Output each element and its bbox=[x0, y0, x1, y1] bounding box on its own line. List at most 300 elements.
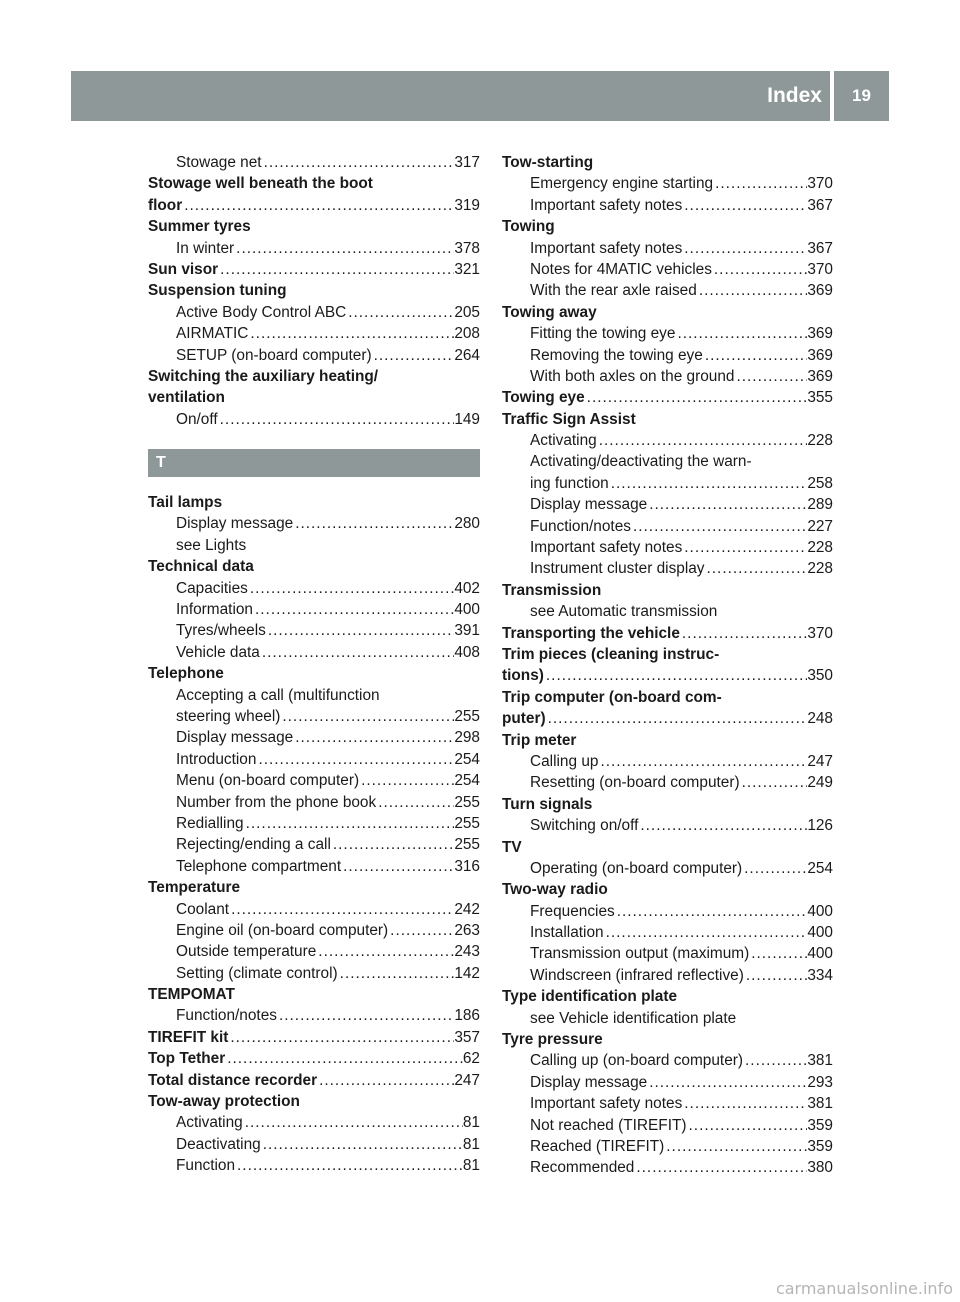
section-gap bbox=[148, 430, 480, 449]
dot-leader bbox=[317, 1070, 454, 1091]
index-entry bbox=[148, 556, 480, 577]
dot-leader bbox=[248, 323, 454, 344]
index-column-right bbox=[502, 152, 833, 1179]
section-header-t: T bbox=[148, 449, 480, 477]
entry-page: 242 bbox=[454, 900, 480, 918]
entry-text: Technical data bbox=[148, 558, 254, 576]
entry-text: Important safety notes bbox=[530, 539, 683, 557]
index-entry bbox=[502, 409, 833, 430]
index-entry bbox=[148, 216, 480, 237]
dot-leader bbox=[218, 409, 455, 430]
entry-text: Display message bbox=[530, 1073, 648, 1091]
dot-leader bbox=[740, 772, 808, 793]
left-top-entries bbox=[148, 152, 480, 430]
entry-page: 293 bbox=[807, 1073, 833, 1091]
entry-text: Deactivating bbox=[176, 1135, 261, 1153]
entry-page: 369 bbox=[807, 282, 833, 300]
index-entry bbox=[502, 216, 833, 237]
entry-page: 205 bbox=[454, 303, 480, 321]
index-entry bbox=[502, 772, 833, 793]
index-entry bbox=[148, 599, 480, 620]
entry-text: Total distance recorder bbox=[148, 1071, 318, 1089]
entry-page: 228 bbox=[807, 432, 833, 450]
dot-leader bbox=[734, 366, 807, 387]
index-entry bbox=[502, 601, 833, 622]
index-column-left bbox=[148, 152, 480, 1177]
dot-leader bbox=[316, 941, 454, 962]
page-header bbox=[71, 71, 889, 121]
entry-text: Display message bbox=[176, 729, 294, 747]
index-entry bbox=[502, 152, 833, 173]
dot-leader bbox=[631, 516, 807, 537]
entry-page: 186 bbox=[454, 1007, 480, 1025]
entry-page: 62 bbox=[462, 1050, 480, 1068]
entry-text: Frequencies bbox=[530, 902, 615, 920]
index-entry bbox=[148, 280, 480, 301]
entry-text: Trip meter bbox=[502, 731, 577, 749]
index-entry bbox=[148, 535, 480, 556]
index-entry bbox=[148, 1134, 480, 1155]
entry-text: Accepting a call (multifunction bbox=[176, 686, 380, 704]
entry-page: 254 bbox=[807, 859, 833, 877]
entry-text: Function/notes bbox=[530, 517, 631, 535]
index-entry bbox=[502, 815, 833, 836]
entry-page: 249 bbox=[807, 774, 833, 792]
entry-text: Resetting (on-board computer) bbox=[530, 774, 740, 792]
index-entry bbox=[148, 387, 480, 408]
entry-page: 357 bbox=[454, 1028, 480, 1046]
entry-text: Towing eye bbox=[502, 389, 585, 407]
dot-leader bbox=[248, 578, 454, 599]
entry-page: 355 bbox=[807, 389, 833, 407]
entry-page: 258 bbox=[807, 474, 833, 492]
entry-page: 255 bbox=[454, 814, 480, 832]
entry-page: 400 bbox=[454, 601, 480, 619]
dot-leader bbox=[235, 1155, 463, 1176]
dot-leader bbox=[597, 430, 808, 451]
entry-text: With both axles on the ground bbox=[530, 367, 735, 385]
entry-text: Active Body Control ABC bbox=[176, 303, 347, 321]
index-entry bbox=[502, 1050, 833, 1071]
entry-page: 247 bbox=[807, 752, 833, 770]
entry-text: Switching on/off bbox=[530, 817, 639, 835]
entry-page: 370 bbox=[807, 624, 833, 642]
entry-text: Temperature bbox=[148, 879, 241, 897]
entry-page: 381 bbox=[807, 1095, 833, 1113]
index-entry bbox=[502, 280, 833, 301]
entry-page: 81 bbox=[462, 1157, 480, 1175]
index-entry bbox=[502, 302, 833, 323]
entry-text: Redialling bbox=[176, 814, 244, 832]
index-entry bbox=[148, 492, 480, 513]
entry-text: Stowage net bbox=[176, 154, 262, 171]
entry-text: Calling up (on-board computer) bbox=[530, 1052, 744, 1070]
entry-text: Calling up bbox=[530, 752, 599, 770]
dot-leader bbox=[244, 813, 455, 834]
entry-text: Activating bbox=[176, 1114, 243, 1132]
dot-leader bbox=[703, 345, 807, 366]
dot-leader bbox=[262, 152, 455, 173]
index-entry bbox=[502, 922, 833, 943]
entry-page: 381 bbox=[807, 1052, 833, 1070]
index-entry bbox=[502, 451, 833, 472]
entry-text: Function/notes bbox=[176, 1007, 277, 1025]
entry-text: With the rear axle raised bbox=[530, 282, 697, 300]
dot-leader bbox=[697, 280, 808, 301]
entry-page: 254 bbox=[454, 772, 480, 790]
left-section-entries bbox=[148, 492, 480, 1177]
index-entry bbox=[148, 513, 480, 534]
index-entry bbox=[502, 195, 833, 216]
entry-page: 247 bbox=[454, 1071, 480, 1089]
entry-page: 243 bbox=[454, 943, 480, 961]
index-entry bbox=[148, 877, 480, 898]
entry-text: see Lights bbox=[176, 536, 247, 554]
dot-leader bbox=[546, 708, 808, 729]
index-entry bbox=[148, 963, 480, 984]
dot-leader bbox=[682, 1093, 807, 1114]
header-title: Index bbox=[767, 84, 822, 107]
dot-leader bbox=[253, 599, 454, 620]
index-entry bbox=[502, 558, 833, 579]
entry-text: Tyres/wheels bbox=[176, 622, 266, 640]
entry-text: Activating bbox=[530, 432, 597, 450]
entry-text: Sun visor bbox=[148, 260, 219, 278]
index-entry bbox=[502, 1093, 833, 1114]
entry-text: Menu (on-board computer) bbox=[176, 772, 360, 790]
entry-text: Transmission bbox=[502, 581, 602, 599]
entry-page: 378 bbox=[454, 239, 480, 257]
entry-text: TEMPOMAT bbox=[148, 986, 235, 1004]
index-entry bbox=[502, 238, 833, 259]
entry-text: Transporting the vehicle bbox=[502, 624, 680, 642]
entry-page: 254 bbox=[454, 750, 480, 768]
dot-leader bbox=[713, 173, 807, 194]
entry-page: 255 bbox=[454, 836, 480, 854]
index-entry bbox=[148, 345, 480, 366]
entry-page: 255 bbox=[454, 707, 480, 725]
entry-page: 289 bbox=[807, 496, 833, 514]
entry-text: In winter bbox=[176, 239, 235, 257]
entry-text: floor bbox=[148, 196, 183, 214]
index-entry bbox=[148, 1091, 480, 1112]
dot-leader bbox=[261, 1134, 463, 1155]
entry-text: see Automatic transmission bbox=[530, 603, 718, 621]
index-entry bbox=[502, 965, 833, 986]
entry-text: Towing away bbox=[502, 303, 597, 321]
dot-leader bbox=[256, 749, 454, 770]
index-entry bbox=[502, 580, 833, 601]
entry-text: Top Tether bbox=[148, 1050, 226, 1068]
dot-leader bbox=[182, 195, 454, 216]
dot-leader bbox=[376, 792, 454, 813]
index-entry bbox=[148, 856, 480, 877]
index-entry bbox=[148, 409, 480, 430]
entry-page: 263 bbox=[454, 921, 480, 939]
index-entry bbox=[148, 792, 480, 813]
index-entry bbox=[148, 1005, 480, 1026]
entry-text: Telephone compartment bbox=[176, 857, 342, 875]
index-entry bbox=[502, 173, 833, 194]
dot-leader bbox=[225, 1048, 463, 1069]
index-entry bbox=[148, 727, 480, 748]
entry-text: steering wheel) bbox=[176, 707, 281, 725]
dot-leader bbox=[712, 259, 807, 280]
index-entry bbox=[148, 620, 480, 641]
index-entry bbox=[148, 173, 480, 194]
index-entry bbox=[502, 1136, 833, 1157]
entry-page: 350 bbox=[807, 667, 833, 685]
entry-text: Coolant bbox=[176, 900, 230, 918]
entry-text: Notes for 4MATIC vehicles bbox=[530, 260, 712, 278]
entry-text: AIRMATIC bbox=[176, 325, 249, 343]
entry-text: Capacities bbox=[176, 579, 248, 597]
entry-text: Type identification plate bbox=[502, 988, 678, 1006]
dot-leader bbox=[544, 665, 807, 686]
entry-text: Removing the towing eye bbox=[530, 346, 703, 364]
dot-leader bbox=[341, 856, 454, 877]
index-entry bbox=[148, 1070, 480, 1091]
entry-text: On/off bbox=[176, 410, 218, 428]
entry-text: Trip computer (on-board com- bbox=[502, 688, 722, 706]
dot-leader bbox=[682, 238, 807, 259]
entry-page: 319 bbox=[454, 196, 480, 214]
dot-leader bbox=[744, 965, 807, 986]
index-entry bbox=[502, 537, 833, 558]
dot-leader bbox=[682, 195, 807, 216]
index-entry bbox=[502, 901, 833, 922]
dot-leader bbox=[682, 537, 807, 558]
entry-text: Not reached (TIREFIT) bbox=[530, 1116, 687, 1134]
dot-leader bbox=[675, 323, 807, 344]
entry-page: 391 bbox=[454, 622, 480, 640]
dot-leader bbox=[243, 1112, 463, 1133]
index-entry bbox=[502, 473, 833, 494]
index-entry bbox=[148, 152, 480, 173]
entry-text: Suspension tuning bbox=[148, 282, 287, 300]
entry-page: 264 bbox=[454, 346, 480, 364]
entry-text: Trim pieces (cleaning instruc- bbox=[502, 645, 720, 663]
dot-leader bbox=[372, 345, 455, 366]
entry-page: 408 bbox=[454, 643, 480, 661]
index-entry bbox=[502, 1008, 833, 1029]
entry-page: 402 bbox=[454, 579, 480, 597]
dot-leader bbox=[234, 238, 454, 259]
entry-text: Outside temperature bbox=[176, 943, 317, 961]
entry-text: ventilation bbox=[148, 389, 225, 407]
index-entry bbox=[502, 1157, 833, 1178]
entry-text: Important safety notes bbox=[530, 239, 683, 257]
index-entry bbox=[502, 323, 833, 344]
index-entry bbox=[502, 345, 833, 366]
index-entry bbox=[502, 879, 833, 900]
entry-page: 228 bbox=[807, 560, 833, 578]
index-entry bbox=[502, 986, 833, 1007]
entry-text: Transmission output (maximum) bbox=[530, 945, 750, 963]
dot-leader bbox=[749, 943, 807, 964]
entry-text: Stowage well beneath the boot bbox=[148, 175, 373, 193]
entry-text: Tyre pressure bbox=[502, 1031, 603, 1049]
dot-leader bbox=[260, 642, 454, 663]
index-entry bbox=[502, 1115, 833, 1136]
watermark: carmanualsonline.info bbox=[775, 1279, 953, 1298]
entry-page: 380 bbox=[807, 1159, 833, 1177]
dot-leader bbox=[604, 922, 808, 943]
index-entry bbox=[148, 749, 480, 770]
entry-text: TIREFIT kit bbox=[148, 1028, 229, 1046]
index-entry bbox=[502, 837, 833, 858]
entry-page: 228 bbox=[807, 539, 833, 557]
index-entry bbox=[148, 323, 480, 344]
entry-page: 400 bbox=[807, 924, 833, 942]
entry-text: Introduction bbox=[176, 750, 257, 768]
dot-leader bbox=[638, 815, 807, 836]
entry-page: 367 bbox=[807, 196, 833, 214]
index-entry bbox=[148, 920, 480, 941]
index-entry bbox=[502, 730, 833, 751]
index-entry bbox=[148, 770, 480, 791]
dot-leader bbox=[338, 963, 455, 984]
entry-text: Fitting the towing eye bbox=[530, 325, 676, 343]
index-entry bbox=[502, 387, 833, 408]
entry-text: Traffic Sign Assist bbox=[502, 410, 636, 428]
index-entry bbox=[148, 642, 480, 663]
index-entry bbox=[148, 984, 480, 1005]
dot-leader bbox=[680, 623, 807, 644]
entry-text: Summer tyres bbox=[148, 218, 251, 236]
entry-page: 321 bbox=[454, 260, 480, 278]
index-entry bbox=[148, 1155, 480, 1176]
entry-page: 359 bbox=[807, 1137, 833, 1155]
index-entry bbox=[148, 259, 480, 280]
index-entry bbox=[502, 687, 833, 708]
index-entry bbox=[148, 941, 480, 962]
entry-page: 334 bbox=[807, 966, 833, 984]
index-entry bbox=[502, 708, 833, 729]
entry-text: Function bbox=[176, 1157, 236, 1175]
dot-leader bbox=[218, 259, 454, 280]
index-entry bbox=[148, 899, 480, 920]
entry-text: Rejecting/ending a call bbox=[176, 836, 331, 854]
entry-page: 370 bbox=[807, 175, 833, 193]
index-entry bbox=[148, 706, 480, 727]
entry-page: 248 bbox=[807, 710, 833, 728]
entry-text: Switching the auxiliary heating/ bbox=[148, 367, 379, 385]
entry-text: Tow-away protection bbox=[148, 1093, 300, 1111]
entry-text: Number from the phone book bbox=[176, 793, 377, 811]
entry-page: 280 bbox=[454, 515, 480, 533]
entry-page: 126 bbox=[807, 817, 833, 835]
index-entry bbox=[148, 1027, 480, 1048]
page-number: 19 bbox=[852, 86, 871, 105]
entry-page: 400 bbox=[807, 945, 833, 963]
entry-page: 359 bbox=[807, 1116, 833, 1134]
dot-leader bbox=[687, 1115, 808, 1136]
entry-page: 370 bbox=[807, 260, 833, 278]
entry-text: Installation bbox=[530, 924, 604, 942]
entry-text: Important safety notes bbox=[530, 1095, 683, 1113]
index-entry bbox=[502, 623, 833, 644]
entry-text: see Vehicle identification plate bbox=[530, 1009, 737, 1027]
dot-leader bbox=[277, 1005, 454, 1026]
dot-leader bbox=[280, 706, 454, 727]
entry-text: Information bbox=[176, 601, 253, 619]
dot-leader bbox=[229, 899, 454, 920]
index-entry bbox=[148, 238, 480, 259]
entry-page: 369 bbox=[807, 325, 833, 343]
entry-page: 369 bbox=[807, 346, 833, 364]
entry-text: Activating/deactivating the warn- bbox=[530, 453, 752, 471]
index-entry bbox=[502, 259, 833, 280]
index-entry bbox=[148, 685, 480, 706]
entry-text: Recommended bbox=[530, 1159, 635, 1177]
dot-leader bbox=[647, 1072, 807, 1093]
entry-page: 369 bbox=[807, 367, 833, 385]
dot-leader bbox=[293, 727, 454, 748]
entry-text: Towing bbox=[502, 218, 555, 236]
entry-page: 316 bbox=[454, 857, 480, 875]
dot-leader bbox=[743, 1050, 807, 1071]
entry-text: SETUP (on-board computer) bbox=[176, 346, 372, 364]
dot-leader bbox=[228, 1027, 454, 1048]
entry-text: TV bbox=[502, 838, 522, 856]
index-entry bbox=[148, 302, 480, 323]
dot-leader bbox=[634, 1157, 807, 1178]
index-entry bbox=[502, 366, 833, 387]
dot-leader bbox=[388, 920, 454, 941]
entry-page: 208 bbox=[454, 325, 480, 343]
entry-page: 400 bbox=[807, 902, 833, 920]
dot-leader bbox=[293, 513, 454, 534]
dot-leader bbox=[664, 1136, 807, 1157]
entry-text: Turn signals bbox=[502, 795, 593, 813]
entry-page: 255 bbox=[454, 793, 480, 811]
entry-text: Reached (TIREFIT) bbox=[530, 1137, 665, 1155]
index-entry bbox=[502, 1072, 833, 1093]
entry-text: Engine oil (on-board computer) bbox=[176, 921, 389, 939]
index-entry bbox=[502, 644, 833, 665]
dot-leader bbox=[647, 494, 807, 515]
index-entry bbox=[502, 858, 833, 879]
entry-text: Two-way radio bbox=[502, 881, 608, 899]
index-entry bbox=[148, 663, 480, 684]
dot-leader bbox=[705, 558, 808, 579]
entry-text: tions) bbox=[502, 667, 544, 685]
index-entry bbox=[502, 494, 833, 515]
entry-page: 142 bbox=[454, 964, 480, 982]
right-entries bbox=[502, 152, 833, 1179]
index-entry bbox=[502, 794, 833, 815]
entry-page: 81 bbox=[462, 1114, 480, 1132]
index-entry bbox=[502, 943, 833, 964]
index-entry bbox=[502, 665, 833, 686]
index-entry bbox=[502, 751, 833, 772]
entry-text: ing function bbox=[530, 474, 609, 492]
dot-leader bbox=[346, 302, 454, 323]
dot-leader bbox=[598, 751, 807, 772]
entry-text: Telephone bbox=[148, 665, 224, 683]
entry-text: Tow-starting bbox=[502, 154, 594, 171]
index-entry bbox=[502, 1029, 833, 1050]
index-entry bbox=[148, 195, 480, 216]
entry-text: Important safety notes bbox=[530, 196, 683, 214]
entry-page: 367 bbox=[807, 239, 833, 257]
entry-text: Operating (on-board computer) bbox=[530, 859, 743, 877]
entry-text: Emergency engine starting bbox=[530, 175, 714, 193]
dot-leader bbox=[615, 901, 808, 922]
entry-page: 149 bbox=[454, 410, 480, 428]
dot-leader bbox=[331, 834, 454, 855]
